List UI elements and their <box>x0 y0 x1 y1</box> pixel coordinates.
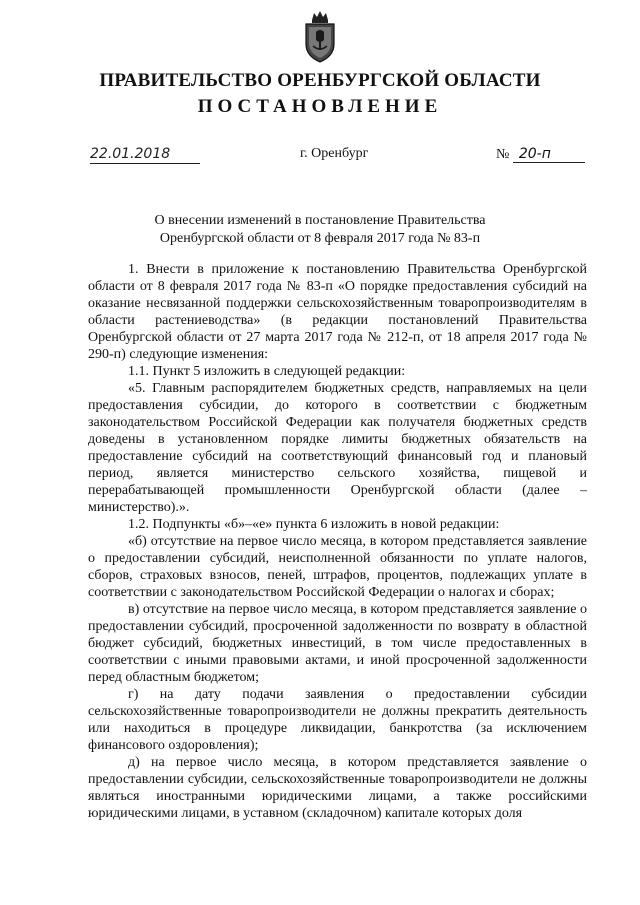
paragraph: 1.2. Подпункты «б»–«е» пункта 6 изложить в новой редакции: <box>128 517 500 532</box>
subject-line: Оренбургской области от 8 февраля 2017 года № 83-п <box>159 231 481 246</box>
paragraph: 1. Внести в приложение к постановлению Правительства Оренбургской области от 8 февраля 2017 года № 83-п «О порядке предоставления субсидий на оказание несвязанной поддержки сельскохозяйственным товаропроизводителям в области растениеводства» (в редакции постановлений Правительства Оренбургской области от 27 марта 2017 года № 212-п, от 18 апреля 2017 года № 290-п) следующие изменения: <box>88 262 587 362</box>
paragraph: в) отсутствие на первое число месяца, в котором представляется заявление о предоставлении субсидий, просроченной задолженности по возврату в областной бюджет субсидий, бюджетных инвестиций, в том числе предоставленных в соответствии с иными правовыми актами, и иной просроченной задолженности перед областным бюджетом; <box>88 602 587 685</box>
subject-line: О внесении изменений в постановление Правительства <box>154 213 486 228</box>
paragraph: 1.1. Пункт 5 изложить в следующей редакции: <box>128 364 406 379</box>
document-number: 20-п <box>513 146 585 163</box>
organization-title: ПРАВИТЕЛЬСТВО ОРЕНБУРГСКОЙ ОБЛАСТИ <box>99 70 541 91</box>
number-label: № <box>496 147 510 162</box>
document-subject <box>120 212 520 248</box>
paragraph: д) на первое число месяца, в котором представляется заявление о предоставлении субсидии, сельскохозяйственные товаропроизводители не должны являться иностранными юридическими лицами, а также российскими юридическими лицами, в уставном (складочном) капитале которых доля <box>88 755 587 821</box>
document-body <box>88 261 587 822</box>
paragraph: «б) отсутствие на первое число месяца, в котором представляется заявление о предоставлении субсидий, неисполненной обязанности по уплате налогов, сборов, страховых взносов, пеней, штрафов, процентов, подлежащих уплате в соответствии с законодательством Российской Федерации о налогах и сборах; <box>88 534 587 600</box>
document-city: г. Оренбург <box>300 146 369 161</box>
paragraph: г) на дату подачи заявления о предоставлении субсидии сельскохозяйственные товаропроизводители не должны прекратить деятельность или находиться в процедуре ликвидации, банкротства (за исключением финансового оздоровления); <box>88 687 587 753</box>
document-number-field <box>496 146 585 163</box>
coat-of-arms-emblem <box>300 8 340 64</box>
paragraph: «5. Главным распорядителем бюджетных средств, направляемых на цели предоставления субсидии, до которого в соответствии с бюджетным законодательством Российской Федерации как получателя бюджетных средств доведены в установленном порядке лимиты бюджетных обязательств на предоставление субсидий на соответствующий финансовый год и плановый период, является министерство сельского хозяйства, пищевой и перерабатывающей промышленности Оренбургской области (далее – министерство).». <box>88 381 587 515</box>
document-date: 22.01.2018 <box>90 146 200 164</box>
document-type-title: ПОСТАНОВЛЕНИЕ <box>197 96 443 117</box>
